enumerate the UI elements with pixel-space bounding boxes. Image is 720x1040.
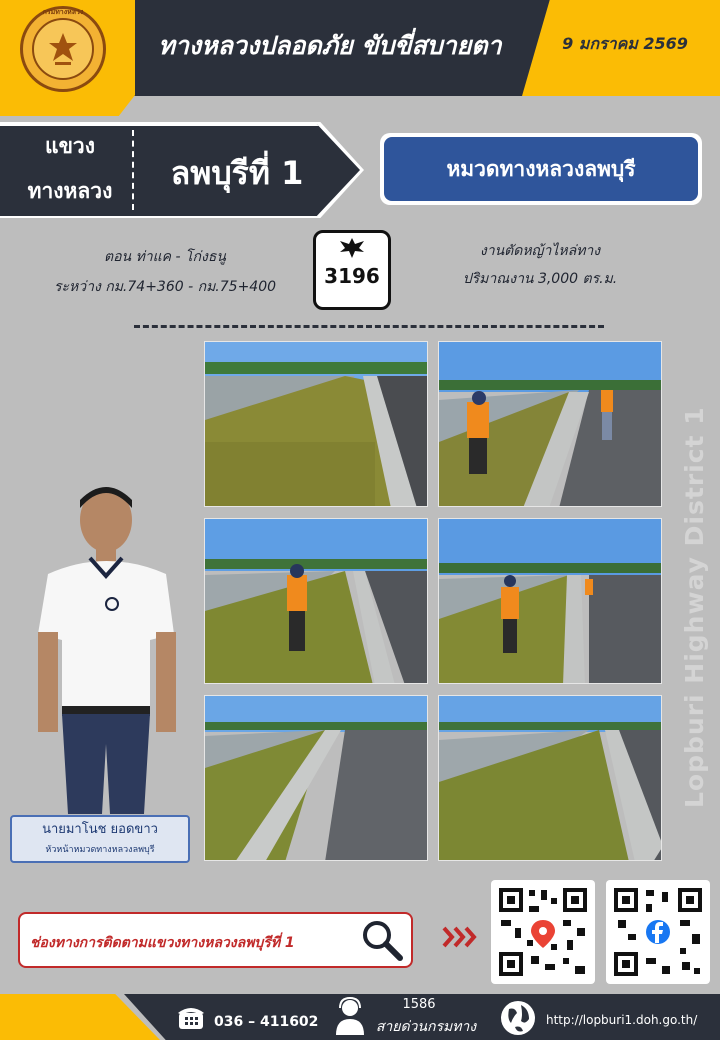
work-quantity: ปริมาณงาน 3,000 ตร.ม. xyxy=(462,271,618,287)
hotline-agent-icon xyxy=(334,997,366,1035)
chevron-right-icon xyxy=(440,922,480,952)
phone-icon xyxy=(176,1003,206,1031)
section-range: ระหว่าง กม.74+360 - กม.75+400 xyxy=(53,279,277,295)
person-name: นายมาโนช ยอดขาว xyxy=(42,822,158,837)
district-label-line2: ทางหลวง xyxy=(27,179,113,203)
work-photo-1 xyxy=(204,341,428,507)
section-name: ตอน ท่าแค - โก่งธนู xyxy=(104,249,226,265)
follow-channel-text: ช่องทางการติดตามแขวงทางหลวงลพบุรีที่ 1 xyxy=(30,935,295,951)
district-watermark: Lopburi Highway District 1 xyxy=(680,406,709,808)
district-divider xyxy=(132,130,134,210)
person-role: หัวหน้าหมวดทางหลวงลพบุรี xyxy=(45,845,155,855)
footer-phone[interactable]: 036 – 411602 xyxy=(214,1014,319,1030)
district-name: ลพบุรีที่ 1 xyxy=(170,154,304,192)
work-photo-3 xyxy=(204,518,428,684)
facebook-qr-icon[interactable] xyxy=(606,880,710,984)
search-icon[interactable] xyxy=(360,918,404,962)
page-title: ทางหลวงปลอดภัย ขับขี่สบายตา xyxy=(158,31,502,60)
hotline-label: สายด่วนกรมทาง xyxy=(375,1019,477,1035)
website-link[interactable]: http://lopburi1.doh.go.th/ xyxy=(546,1013,698,1027)
logo-emblem-icon xyxy=(43,29,83,69)
work-photo-5 xyxy=(204,695,428,861)
globe-icon xyxy=(499,999,537,1037)
work-photo-6 xyxy=(438,695,662,861)
section-divider xyxy=(134,325,604,328)
logo-text: กรมทางหลวง xyxy=(42,8,84,16)
person-photo xyxy=(34,484,180,814)
hotline-number[interactable]: 1586 xyxy=(402,997,436,1012)
district-label-line1: แขวง xyxy=(45,134,95,158)
route-number: 3196 xyxy=(324,264,380,288)
unit-badge: หมวดทางหลวงลพบุรี xyxy=(384,137,698,201)
work-photo-4 xyxy=(438,518,662,684)
department-logo xyxy=(20,6,106,92)
map-qr-icon[interactable] xyxy=(491,880,595,984)
garuda-emblem-icon xyxy=(313,236,391,265)
report-date: 9 มกราคม 2569 xyxy=(562,34,688,53)
work-photo-2 xyxy=(438,341,662,507)
work-description: งานตัดหญ้าไหล่ทาง xyxy=(479,243,601,259)
